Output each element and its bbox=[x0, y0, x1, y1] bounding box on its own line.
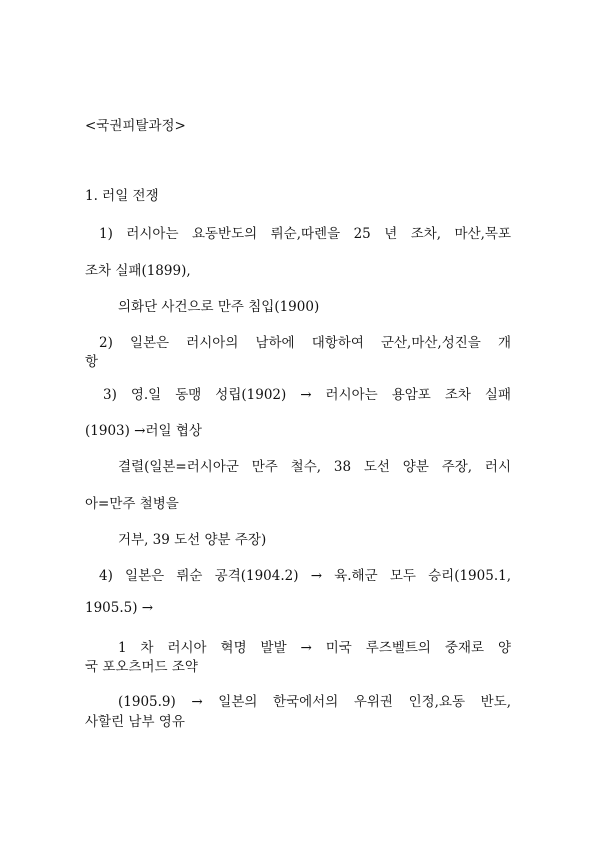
item-4-line-3: 1 차 러시아 혁명 발발 → 미국 루즈벨트의 중재로 양 bbox=[118, 640, 511, 656]
item-2-line-2: 항 bbox=[85, 354, 99, 370]
item-3-line-4: 아=만주 철병을 bbox=[85, 496, 179, 512]
document-title: <국권피탈과정> bbox=[85, 118, 186, 134]
item-4-line-1: 4) 일본은 뤼순 공격(1904.2) → 육.해군 모두 승리(1905.1, bbox=[99, 568, 511, 584]
item-4-line-2: 1905.5) → bbox=[85, 600, 154, 616]
item-1-line-1: 1) 러시아는 요동반도의 뤼순,따렌을 25 년 조차, 마산,목포 bbox=[99, 226, 511, 242]
item-4-line-6: 사할린 남부 영유 bbox=[85, 714, 185, 730]
item-2-line-1: 2) 일본은 러시아의 남하에 대항하여 군산,마산,성진을 개 bbox=[99, 335, 511, 351]
item-3-line-2: (1903) →러일 협상 bbox=[85, 423, 202, 439]
item-3-line-1: 3) 영.일 동맹 성립(1902) → 러시아는 용암포 조차 실패 bbox=[103, 387, 511, 403]
item-3-line-3: 결렬(일본=러시아군 만주 철수, 38 도선 양분 주장, 러시 bbox=[118, 459, 511, 475]
item-3-line-5: 거부, 39 도선 양분 주장) bbox=[118, 532, 267, 548]
section-heading: 1. 러일 전쟁 bbox=[85, 188, 159, 204]
item-1-line-3: 의화단 사건으로 만주 침입(1900) bbox=[118, 299, 320, 315]
item-4-line-4: 국 포오츠머드 조약 bbox=[85, 659, 198, 675]
item-1-line-2: 조차 실패(1899), bbox=[85, 263, 191, 279]
item-4-line-5: (1905.9) → 일본의 한국에서의 우위권 인정,요동 반도, bbox=[118, 694, 511, 710]
